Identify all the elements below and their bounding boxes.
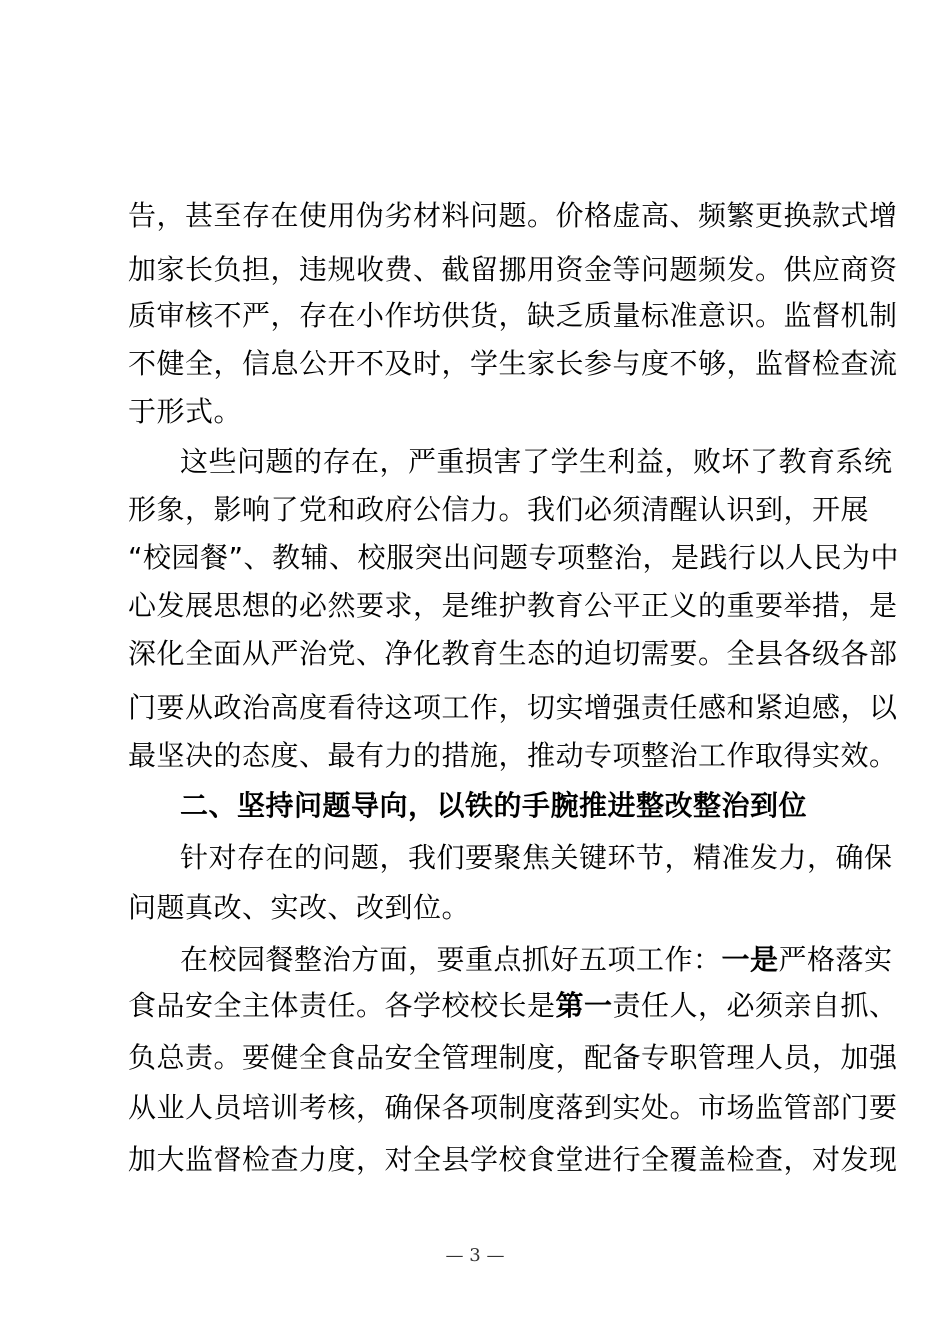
paragraph-first-line [180,940,893,980]
emphasis-text: 一是 [721,943,779,976]
paragraph-first-line: 针对存在的问题，我们要聚焦关键环节，精准发力，确保 [180,841,893,874]
body-text-line: 形象，影响了党和政府公信力。我们必须清醒认识到，开展 [128,493,870,526]
emphasis-text: 第一 [555,989,613,1022]
section-heading: 二、坚持问题导向，以铁的手腕推进整改整治到位 [180,789,808,822]
body-text-line: 于形式。 [128,395,243,428]
text-segment: 严格落实 [778,943,893,976]
body-text-line: 最坚决的态度、最有力的措施，推动专项整治工作取得实效。 [128,739,898,772]
text-segment: 食品安全主体责任。各学校校长是 [128,989,556,1022]
body-text-line: 门要从政治高度看待这项工作，切实增强责任感和紧迫感，以 [128,691,898,724]
body-text-line [128,986,898,1026]
page-number: — 3 — [445,1245,505,1266]
body-text-line: 心发展思想的必然要求，是维护教育公平正义的重要举措，是 [128,589,898,622]
text-segment: 在校园餐整治方面，要重点抓好五项工作： [180,943,722,976]
body-text-line: 问题真改、实改、改到位。 [128,891,471,924]
text-segment: 责任人，必须亲自抓、 [612,989,898,1022]
body-text-line: “校园餐”、教辅、校服突出问题专项整治，是践行以人民为中 [128,541,900,574]
body-text-line: 不健全，信息公开不及时，学生家长参与度不够，监督检查流 [128,347,898,380]
body-text-line: 告，甚至存在使用伪劣材料问题。价格虚高、频繁更换款式增 [128,199,898,232]
body-text-line: 质审核不严，存在小作坊供货，缺乏质量标准意识。监督机制 [128,299,898,332]
body-text-line: 从业人员培训考核，确保各项制度落到实处。市场监管部门要 [128,1091,898,1124]
body-text-line: 加大监督检查力度，对全县学校食堂进行全覆盖检查，对发现 [128,1143,898,1176]
paragraph-first-line: 这些问题的存在，严重损害了学生利益，败坏了教育系统 [180,445,893,478]
body-text-line: 负总责。要健全食品安全管理制度，配备专职管理人员，加强 [128,1041,898,1074]
body-text-line: 深化全面从严治党、净化教育生态的迫切需要。全县各级各部 [128,637,898,670]
body-text-line: 加家长负担，违规收费、截留挪用资金等问题频发。供应商资 [128,253,898,286]
